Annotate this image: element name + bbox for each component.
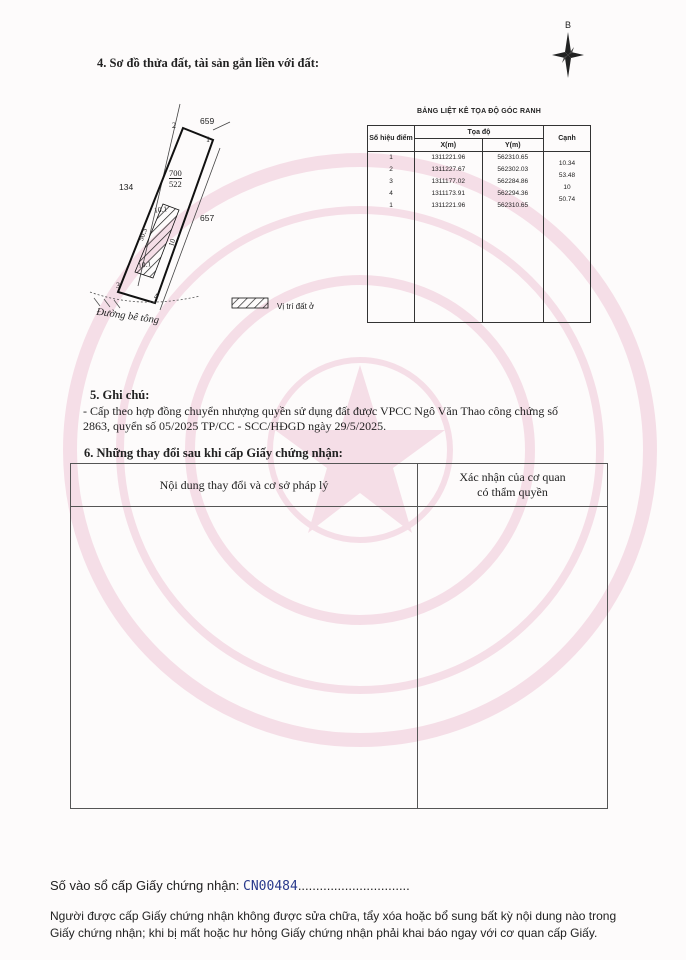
- neighbor-parcel-top: 659: [200, 116, 215, 126]
- header-coord: Tọa độ: [415, 126, 544, 139]
- table-row-y: 562294.36: [497, 190, 529, 197]
- neighbor-boundary-top: [213, 122, 230, 130]
- warning-line-2: Giấy chứng nhận; khi bị mất hoặc hư hỏng Giấy chứng nhận phải khai báo ngay với cơ quan cấp Giấy.: [50, 926, 598, 940]
- changes-content-cell: [71, 507, 418, 809]
- section4-title: 4. Sơ đồ thửa đất, tài sản gắn liền với đất:: [97, 56, 320, 70]
- table-row-edge: 53.48: [558, 172, 576, 179]
- section5-title: 5. Ghi chú:: [90, 388, 150, 402]
- dim-left: 50.3: [136, 226, 150, 243]
- changes-table: [70, 463, 608, 809]
- compass: [548, 20, 588, 80]
- header-point: Số hiệu điểm: [368, 126, 415, 152]
- table-row-y: 562310.65: [497, 154, 529, 161]
- table-row-edge: 10.34: [558, 160, 576, 167]
- register-label: Số vào sổ cấp Giấy chứng nhận:: [50, 878, 240, 893]
- note-line-2: 2863, quyển số 05/2025 TP/CC - SCC/HĐGD ngày 29/5/2025.: [83, 419, 387, 433]
- table-row-y: 562302.03: [497, 166, 529, 173]
- legend-label: Vị trí đất ở: [277, 302, 315, 311]
- point-label-3: 3: [116, 281, 120, 290]
- header-x: X(m): [415, 139, 483, 152]
- table-row-point: 3: [389, 178, 393, 185]
- y-column: [482, 152, 543, 323]
- changes-col-confirmation: [418, 464, 608, 507]
- table-row-x: 1311177.02: [431, 178, 465, 185]
- parcel-map: [80, 100, 360, 340]
- table-row-y: 562310.65: [497, 202, 529, 209]
- point-label-2: 2: [172, 121, 176, 130]
- table-row-edge: 10: [563, 184, 571, 191]
- table-row-x: 1311173.91: [431, 190, 465, 197]
- table-row-x: 1311221.96: [431, 202, 466, 209]
- note-line-1: - Cấp theo hợp đồng chuyển nhượng quyền sử dụng đất được VPCC Ngô Văn Thao công chứng số: [83, 404, 559, 418]
- warning-line-1: Người được cấp Giấy chứng nhận không được sửa chữa, tẩy xóa hoặc bổ sung bất kỳ nội dung nào trong: [50, 909, 617, 923]
- confirmation-header-line-1: Xác nhận của cơ quan: [459, 470, 566, 484]
- changes-col-content: Nội dung thay đổi và cơ sở pháp lý: [71, 464, 418, 507]
- register-value: CN00484: [243, 879, 298, 894]
- edge-column: [544, 152, 591, 323]
- point-label-1: 1: [206, 135, 210, 144]
- dim-top: 10.1: [153, 204, 168, 215]
- coord-table-title: BẢNG LIỆT KÊ TỌA ĐỘ GÓC RANH: [417, 108, 541, 115]
- confirmation-header-line-2: có thẩm quyền: [477, 485, 548, 499]
- header-y: Y(m): [482, 139, 543, 152]
- neighbor-parcel-right: 657: [200, 213, 215, 223]
- dim-right: 10: [166, 237, 178, 248]
- changes-confirmation-cell: [418, 507, 608, 809]
- table-row-point: 1: [389, 202, 393, 209]
- parcel-number: 700: [169, 168, 182, 178]
- point-label-4: 4: [154, 292, 158, 301]
- table-row-y: 562284.86: [497, 178, 529, 185]
- road-label: Đường bê tông: [95, 306, 160, 327]
- legend-swatch: [232, 298, 268, 308]
- neighbor-parcel-left: 134: [119, 182, 134, 192]
- section5-notes: [83, 404, 623, 434]
- points-column: [368, 152, 415, 323]
- table-row-x: 1311221.96: [431, 154, 466, 161]
- table-row-x: 1311227.67: [431, 166, 466, 173]
- register-number-line: [50, 878, 410, 894]
- parcel-id: [169, 168, 182, 189]
- header-edge: Cạnh: [544, 126, 591, 152]
- section6-title: 6. Những thay đổi sau khi cấp Giấy chứng nhận:: [84, 446, 343, 460]
- compass-label: B: [565, 20, 572, 30]
- coord-table: [367, 125, 591, 323]
- warning-text: [50, 908, 650, 942]
- table-row-point: 1: [389, 154, 393, 161]
- table-row-edge: 50.74: [558, 196, 576, 203]
- dim-bottom: 10.1: [137, 259, 152, 270]
- parcel-area: 522: [169, 179, 182, 189]
- x-column: [415, 152, 483, 323]
- table-row-point: 2: [389, 166, 393, 173]
- register-dots: ...............................: [297, 878, 410, 893]
- table-row-point: 4: [389, 190, 393, 197]
- compass-rose-icon: [552, 32, 584, 78]
